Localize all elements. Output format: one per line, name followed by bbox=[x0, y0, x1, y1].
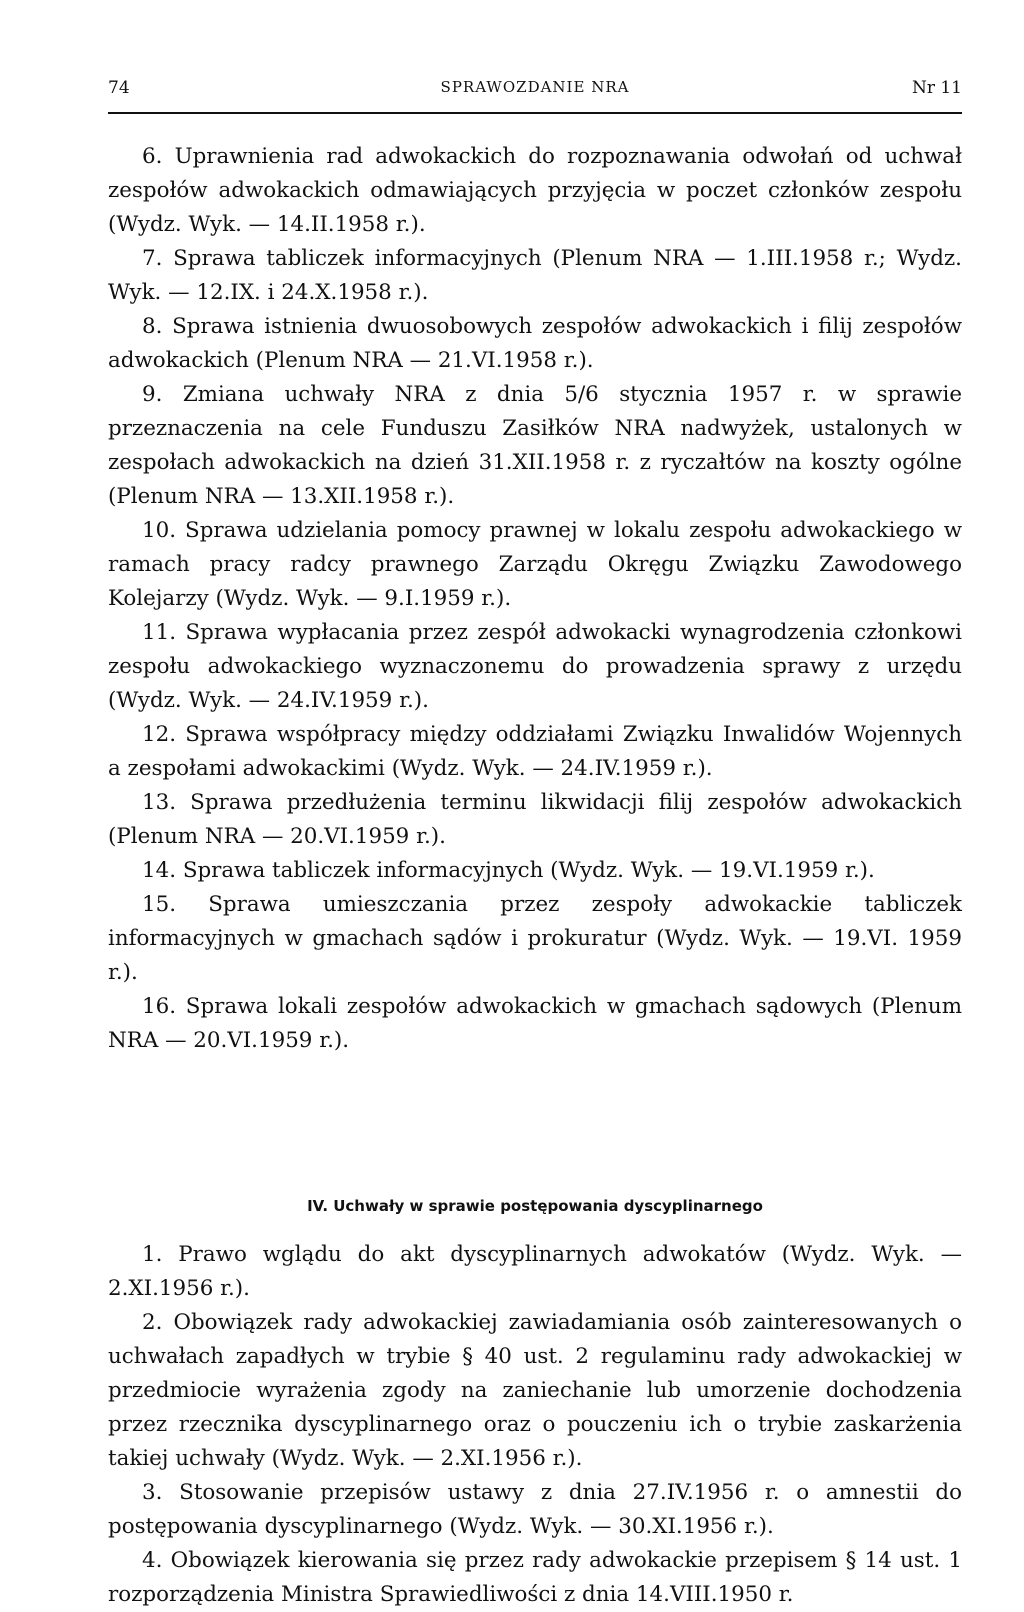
list-item: 2. Obowiązek rady adwokackiej zawiadamiania osób zainteresowanych o uchwałach zapadłych w trybie § 40 ust. 2 regulaminu rady adwokackiej w przedmiocie wyrażenia zgody na zaniechanie lub umorzenie dochodzenia przez rzecznika dyscyplinarnego oraz o pouczeniu ich o trybie zaskarżenia takiej uchwały (Wydz. Wyk. — 2.XI.1956 r.). bbox=[108, 1310, 962, 1471]
resolutions-list-part1 bbox=[108, 140, 962, 1058]
list-item: 15. Sprawa umieszczania przez zespoły adwokackie tabliczek informacyjnych w gmachach sądów i prokuratur (Wydz. Wyk. — 19.VI. 1959 r.). bbox=[108, 892, 962, 985]
list-item: 8. Sprawa istnienia dwuosobowych zespołów adwokackich i filij zespołów adwokackich (Plenum NRA — 21.VI.1958 r.). bbox=[108, 314, 962, 373]
list-item: 3. Stosowanie przepisów ustawy z dnia 27.IV.1956 r. o amnestii do postępowania dyscyplinarnego (Wydz. Wyk. — 30.XI.1956 r.). bbox=[108, 1480, 962, 1539]
issue-number: Nr 11 bbox=[911, 78, 962, 98]
page-number: 74 bbox=[108, 78, 130, 98]
list-item: 12. Sprawa współpracy między oddziałami Związku Inwalidów Wojennych a zespołami adwokackimi (Wydz. Wyk. — 24.IV.1959 r.). bbox=[108, 722, 962, 781]
list-item: 11. Sprawa wypłacania przez zespół adwokacki wynagrodzenia członkowi zespołu adwokackiego wyznaczonemu do prowadzenia sprawy z urzędu (Wydz. Wyk. — 24.IV.1959 r.). bbox=[108, 620, 962, 713]
list-item: 16. Sprawa lokali zespołów adwokackich w gmachach sądowych (Plenum NRA — 20.VI.1959 r.). bbox=[108, 994, 962, 1053]
list-item: 6. Uprawnienia rad adwokackich do rozpoznawania odwołań od uchwał zespołów adwokackich odmawiających przyjęcia w poczet członków zespołu (Wydz. Wyk. — 14.II.1958 r.). bbox=[108, 144, 962, 237]
header-rule bbox=[108, 112, 962, 114]
list-item: 13. Sprawa przedłużenia terminu likwidacji filij zespołów adwokackich (Plenum NRA — 20.VI.1959 r.). bbox=[108, 790, 962, 849]
list-item: 7. Sprawa tabliczek informacyjnych (Plenum NRA — 1.III.1958 r.; Wydz. Wyk. — 12.IX. i 24.X.1958 r.). bbox=[108, 246, 962, 305]
list-item: 1. Prawo wglądu do akt dyscyplinarnych adwokatów (Wydz. Wyk. — 2.XI.1956 r.). bbox=[108, 1242, 962, 1301]
list-item: 9. Zmiana uchwały NRA z dnia 5/6 stycznia 1957 r. w sprawie przeznaczenia na cele Funduszu Zasiłków NRA nadwyżek, ustalonych w zespołach adwokackich na dzień 31.XII.1958 r. z ryczałtów na koszty ogólne (Plenum NRA — 13.XII.1958 r.). bbox=[108, 382, 962, 509]
running-header bbox=[108, 78, 962, 106]
running-title: SPRAWOZDANIE NRA bbox=[440, 78, 630, 96]
list-item: 10. Sprawa udzielania pomocy prawnej w lokalu zespołu adwokackiego w ramach pracy radcy prawnego Zarządu Okręgu Związku Zawodowego Kolejarzy (Wydz. Wyk. — 9.I.1959 r.). bbox=[108, 518, 962, 611]
resolutions-list-part2 bbox=[108, 1238, 962, 1612]
list-item: 4. Obowiązek kierowania się przez rady adwokackie przepisem § 14 ust. 1 rozporządzenia Ministra Sprawiedliwości z dnia 14.VIII.1950 r. bbox=[108, 1548, 962, 1607]
section-heading: IV. Uchwały w sprawie postępowania dyscyplinarnego bbox=[307, 1197, 763, 1215]
list-item: 14. Sprawa tabliczek informacyjnych (Wydz. Wyk. — 19.VI.1959 r.). bbox=[142, 858, 875, 883]
